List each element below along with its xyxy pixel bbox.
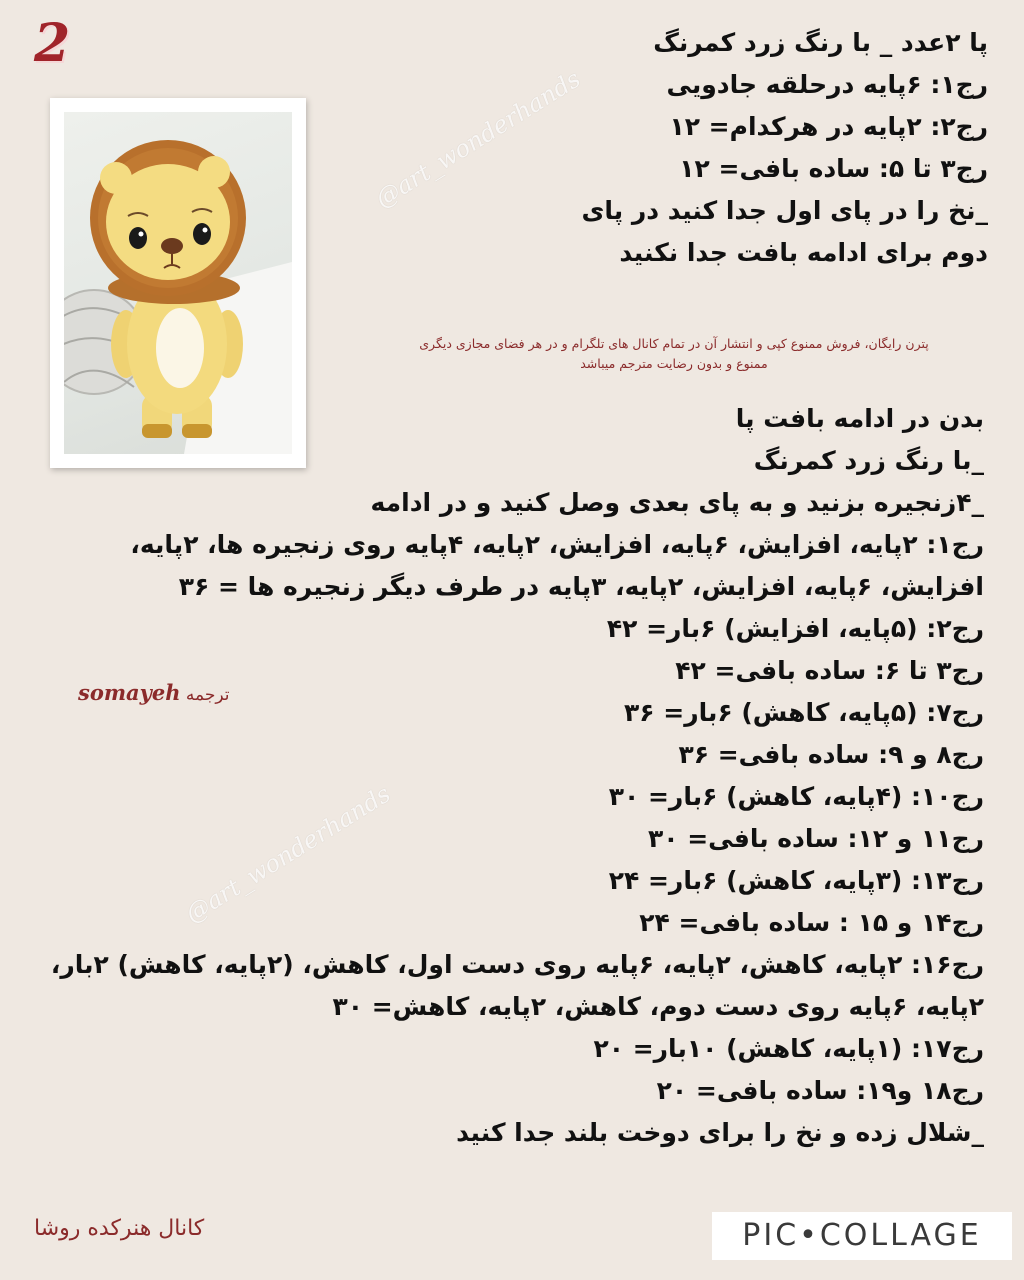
body-line: رج۱: ۲پایه، افزایش، ۶پایه، افزایش، ۲پایه، ۴پایه روی زنجیره ها، ۲پایه، <box>130 530 984 559</box>
body-line: _شلال زده و نخ را برای دوخت بلند جدا کنید <box>456 1118 984 1147</box>
legs-line: رج۳ تا ۵: ساده بافی= ۱۲ <box>679 154 988 183</box>
body-line: رج۱۳: (۳پایه، کاهش) ۶بار= ۲۴ <box>608 866 984 895</box>
body-instructions <box>51 398 984 1154</box>
translator-credit <box>78 680 229 705</box>
body-line: _با رنگ زرد کمرنگ <box>753 446 984 475</box>
legs-line: _نخ را در پای اول جدا کنید در پای <box>581 196 988 225</box>
copyright-notice <box>364 334 984 374</box>
body-line: رج۱۶: ۲پایه، کاهش، ۲پایه، ۶پایه روی دست اول، کاهش، (۲پایه، کاهش) ۲بار، <box>50 950 984 979</box>
body-line: بدن در ادامه بافت پا <box>735 404 984 433</box>
body-line: ۲پایه، ۶پایه روی دست دوم، کاهش، ۲پایه، کاهش= ۳۰ <box>332 992 984 1021</box>
notice-line-1: پترن رایگان، فروش ممنوع کپی و انتشار آن در تمام کانال های تلگرام و در هر فضای مجازی دیگری <box>419 336 929 351</box>
body-line: رج۷: (۵پایه، کاهش) ۶بار= ۳۶ <box>624 698 984 727</box>
legs-line: دوم برای ادامه بافت جدا نکنید <box>619 238 988 267</box>
notice-line-2: ممنوع و بدون رضایت مترجم میباشد <box>580 356 768 371</box>
body-line: رج۳ تا ۶: ساده بافی= ۴۲ <box>675 656 984 685</box>
body-line: رج۱۷: (۱پایه، کاهش) ۱۰بار= ۲۰ <box>593 1034 984 1063</box>
body-line: رج۲: (۵پایه، افزایش) ۶بار= ۴۲ <box>606 614 984 643</box>
body-line: رج۱۸ و۱۹: ساده بافی= ۲۰ <box>656 1076 984 1105</box>
legs-line: پا ۲عدد _ با رنگ زرد کمرنگ <box>653 28 988 57</box>
piccollage-logo: PIC•COLLAGE <box>712 1212 1012 1260</box>
translator-label: ترجمه <box>185 685 230 705</box>
body-line: رج۱۴ و ۱۵ : ساده بافی= ۲۴ <box>639 908 984 937</box>
legs-line: رج۱: ۶پایه درحلقه جادویی <box>666 70 988 99</box>
translator-name: somayeh <box>78 680 181 705</box>
body-line: رج۸ و ۹: ساده بافی= ۳۶ <box>678 740 984 769</box>
body-line: افزایش، ۶پایه، افزایش، ۲پایه، ۳پایه در طرف دیگر زنجیره ها = ۳۶ <box>178 572 984 601</box>
channel-name: کانال هنرکده روشا <box>34 1216 205 1241</box>
legs-instructions <box>581 22 988 274</box>
legs-line: رج۲: ۲پایه در هرکدام= ۱۲ <box>669 112 988 141</box>
body-line: _۴زنجیره بزنید و به پای بعدی وصل کنید و در ادامه <box>370 488 984 517</box>
watermark-top: @art_wonderhands <box>370 64 586 214</box>
body-line: رج۱۱ و ۱۲: ساده بافی= ۳۰ <box>647 824 984 853</box>
watermark-bottom: @art_wonderhands <box>180 779 396 929</box>
page-number: 2 <box>34 13 71 74</box>
body-line: رج۱۰: (۴پایه، کاهش) ۶بار= ۳۰ <box>608 782 984 811</box>
